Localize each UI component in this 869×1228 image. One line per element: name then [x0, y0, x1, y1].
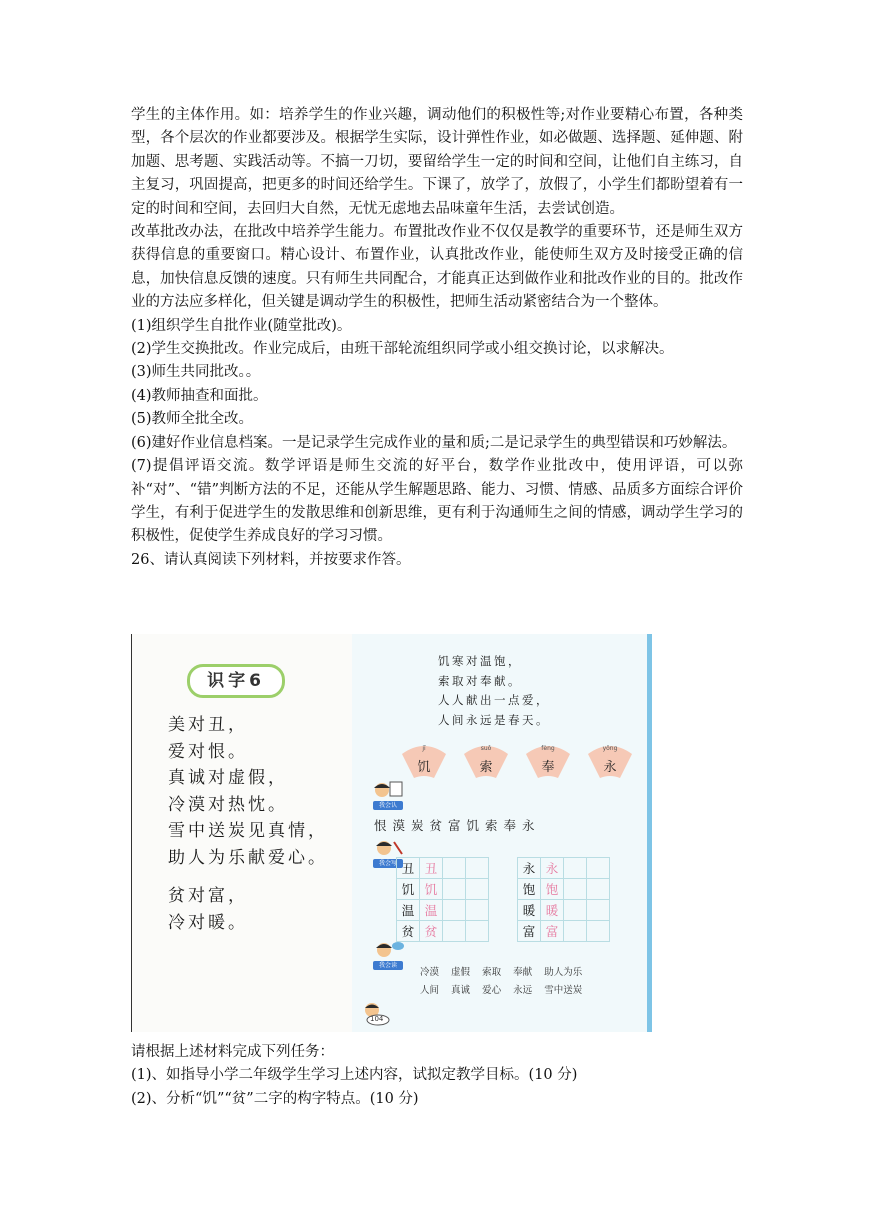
task-item: (1)、如指导小学二年级学生学习上述内容，试拟定教学目标。(10 分): [131, 1067, 578, 1084]
grid-row: [397, 879, 610, 900]
poem-line: 雪中送炭见真情，: [168, 821, 328, 841]
list-item: (1)组织学生自批作业(随堂批改)。: [131, 317, 352, 334]
lesson-title: 识字6: [187, 664, 285, 698]
list-item: (4)教师抽查和面批。: [131, 387, 268, 404]
grid-char: 饥: [397, 879, 420, 900]
poem-line: 冷漠对热忱。: [168, 794, 288, 815]
kid-talking-icon: [370, 940, 406, 970]
list-item: (3)师生共同批改。。: [131, 364, 261, 381]
fan-char: 奉: [541, 760, 555, 775]
word: 雪中送炭: [544, 985, 583, 996]
figure-edge-bar: [647, 634, 652, 1032]
label-write: 我会写: [373, 859, 403, 868]
page-number: 104: [370, 1015, 384, 1023]
word: 虚假: [451, 967, 471, 978]
grid-trace-char: 饱: [541, 879, 564, 900]
word: 奉献: [513, 967, 533, 978]
left-poem: [168, 712, 328, 936]
writing-grid: [396, 857, 610, 942]
fan-char: 索: [479, 760, 493, 775]
word-row: [420, 964, 591, 982]
grid-trace-char: 丑: [420, 858, 443, 879]
fan-characters: [394, 742, 644, 782]
question-heading: 26、请认真阅读下列材料，并按要求作答。: [131, 551, 411, 568]
word-list: [420, 964, 591, 1000]
word-row: [420, 982, 591, 1000]
label-recognize: 我会认: [373, 801, 403, 810]
grid-char: 温: [397, 900, 420, 921]
word: 助人为乐: [544, 967, 583, 978]
textbook-figure: [131, 634, 652, 1032]
poem-line: 助人为乐献爱心。: [168, 847, 328, 868]
grid-char: 暖: [518, 900, 541, 921]
fan-pinyin: jī: [422, 745, 426, 752]
word: 人间: [420, 985, 440, 996]
grid-char: 富: [518, 921, 541, 942]
body-text-top: [131, 104, 743, 572]
right-poem: [438, 652, 550, 730]
fan-pinyin: yǒng: [602, 745, 618, 752]
recognize-characters: 恨漠炭贫富饥索奉永: [374, 818, 541, 833]
list-item: (7)提倡评语交流。数学评语是师生交流的好平台，数学作业批改中，使用评语，可以弥补“对”、“错”判断方法的不足，还能从学生解题思路、能力、习惯、情感、品质多方面综合评价学生，有利于促进学生的发散思维和创新思维，更有利于沟通师生之间的情感，调动学生学习的积极性，促使学生养成良好的学习习惯。: [131, 458, 743, 545]
poem-line: 贫对富，: [168, 886, 248, 906]
poem-line: 饥寒对温饱，: [438, 654, 522, 668]
fan-card: [584, 742, 636, 780]
grid-char: 饱: [518, 879, 541, 900]
label-read: 我会读: [373, 961, 403, 970]
word: 冷漠: [420, 967, 440, 978]
page-number-badge: [360, 1002, 390, 1026]
grid-trace-char: 暖: [541, 900, 564, 921]
poem-line: 美对丑，: [168, 715, 248, 735]
fan-pinyin: suǒ: [480, 745, 492, 752]
paragraph: 请根据上述材料完成下列任务：: [131, 1044, 334, 1060]
poem-line: 爱对恨。: [168, 741, 248, 762]
grid-row: [397, 858, 610, 879]
fan-char: 饥: [417, 760, 431, 775]
grid-row: [397, 921, 610, 942]
poem-line: 冷对暖。: [168, 912, 248, 933]
list-item: (2)学生交换批改。作业完成后，由班干部轮流组织同学或小组交换讨论，以求解决。: [131, 341, 674, 358]
grid-trace-char: 贫: [420, 921, 443, 942]
fan-card: [398, 742, 450, 780]
grid-trace-char: 饥: [420, 879, 443, 900]
poem-line: 人间永远是春天。: [438, 712, 550, 727]
poem-line: 索取对奉献。: [438, 673, 522, 688]
fan-card: [460, 742, 512, 780]
grid-trace-char: 永: [541, 858, 564, 879]
list-item: (6)建好作业信息档案。一是记录学生完成作业的量和质;二是记录学生的典型错误和巧妙解法。: [131, 434, 737, 451]
grid-trace-char: 富: [541, 921, 564, 942]
grid-char: 贫: [397, 921, 420, 942]
body-text-bottom: [131, 1041, 743, 1111]
grid-char: 永: [518, 858, 541, 879]
grid-char: 丑: [397, 858, 420, 879]
grid-row: [397, 900, 610, 921]
fan-pinyin: fèng: [541, 745, 555, 752]
grid-trace-char: 温: [420, 900, 443, 921]
word: 永远: [513, 985, 533, 996]
word: 索取: [482, 967, 502, 978]
fan-char: 永: [603, 760, 617, 775]
fan-card: [522, 742, 574, 780]
task-item: (2)、分析“饥”“贫”二字的构字特点。(10 分): [131, 1090, 419, 1107]
word: 爱心: [482, 985, 502, 996]
paragraph: 改革批改办法，在批改中培养学生能力。布置批改作业不仅仅是教学的重要环节，还是师生双方获得信息的重要窗口。精心设计、布置作业，认真批改作业，能使师生双方及时接受正确的信息，加快信息反馈的速度。只有师生共同配合，才能真正达到做作业和批改作业的目的。批改作业的方法应多样化，但关键是调动学生的积极性，把师生活动紧密结合为一个整体。: [131, 224, 743, 311]
poem-line: 真诚对虚假，: [168, 768, 288, 788]
word: 真诚: [451, 985, 471, 996]
poem-line: 人人献出一点爱，: [438, 693, 550, 707]
kid-reading-icon: [370, 780, 406, 810]
list-item: (5)教师全批全改。: [131, 411, 254, 428]
paragraph: 学生的主体作用。如：培养学生的作业兴趣，调动他们的积极性等;对作业要精心布置，各种类型，各个层次的作业都要涉及。根据学生实际，设计弹性作业，如必做题、选择题、延伸题、附加题、思考题、实践活动等。不搞一刀切，要留给学生一定的时间和空间，让他们自主练习，自主复习，巩固提高，把更多的时间还给学生。下课了，放学了，放假了，小学生们都盼望着有一定的时间和空间，去回归大自然，无忧无虑地去品味童年生活，去尝试创造。: [131, 107, 743, 217]
